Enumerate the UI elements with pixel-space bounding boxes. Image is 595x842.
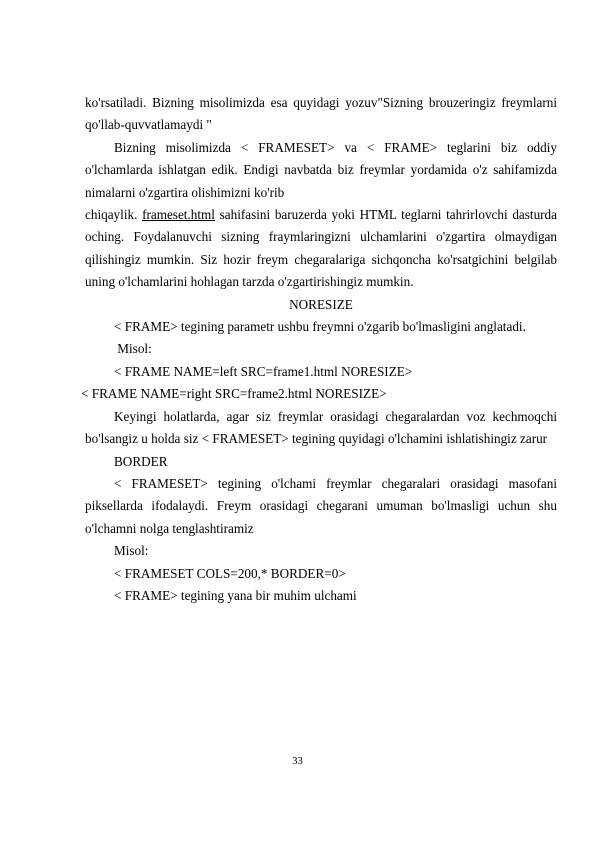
code-frameset-border: < FRAMESET COLS=200,* BORDER=0> [114,565,346,581]
page-number: 33 [292,756,303,767]
paragraph-noresize-desc: < FRAME> tegining parametr ushbu freymni o'zgarib bo'lmasligini anglatadi. [114,319,526,335]
paragraph-frameset-link-prefix: chiqaylik. [85,207,143,223]
paragraph-border-intro: Keyingi holatlarda, agar siz freymlar orasidagi chegaralardan voz kechmoqchi bo'lsangiz u holda siz < FRAMESET> tegining quyidagi o'lchamini ishlatishingiz zarur [85,408,557,447]
example-label-2: Misol: [114,543,149,559]
paragraph-frameset-text: Bizning misolimizda < FRAMESET> va < FRAME> teglarini biz oddiy o'lchamlarda ishlatgan edik. Endigi navbatda biz freymlar yordamida o'z sahifamizda nimalarni o'zgartira olishimizni ko'rib [85,139,557,200]
heading-noresize: NORESIZE [289,296,353,312]
paragraph-frameset-continued [85,204,557,294]
paragraph-frame-next: < FRAME> tegining yana bir muhim ulchami [114,587,357,603]
heading-border: BORDER [114,453,168,469]
paragraph-intro: ko'rsatiladi. Bizning misolimizda esa quyidagi yozuv"Sizning brouzeringiz freymlarni qo'llab-quvvatlamaydi " [85,95,557,133]
document-body [81,92,558,607]
paragraph-frameset-link-suffix: sahifasini baruzerda yoki HTML teglarni tahrirlovchi dasturda oching. Foydalanuvchi sizning fraymlaringizni ulchamlarini o'zgartira olmaydigan qilishingiz mumkin. Siz hozir freym chegaralariga sichqoncha ko'rsatgichini belgilab uning o'lchamlarini hohlagan tarzda o'zgartirishingiz mumkin. [85,207,558,290]
code-frame-right: < FRAME NAME=right SRC=frame2.html NORESIZE> [81,386,387,402]
example-label-1: Misol: [114,341,152,357]
code-frame-left: < FRAME NAME=left SRC=frame1.html NORESIZE> [114,363,413,379]
frameset-html-link[interactable]: frameset.html [142,207,215,223]
paragraph-frameset-intro [85,137,557,204]
paragraph-border-desc: < FRAMESET> tegining o'lchami freymlar chegaralari orasidagi masofani piksellarda ifodalaydi. Freym orasidagi chegarani umuman bo'lmasligi uchun shu o'lchamni nolga tenglashtiramiz [85,475,557,536]
